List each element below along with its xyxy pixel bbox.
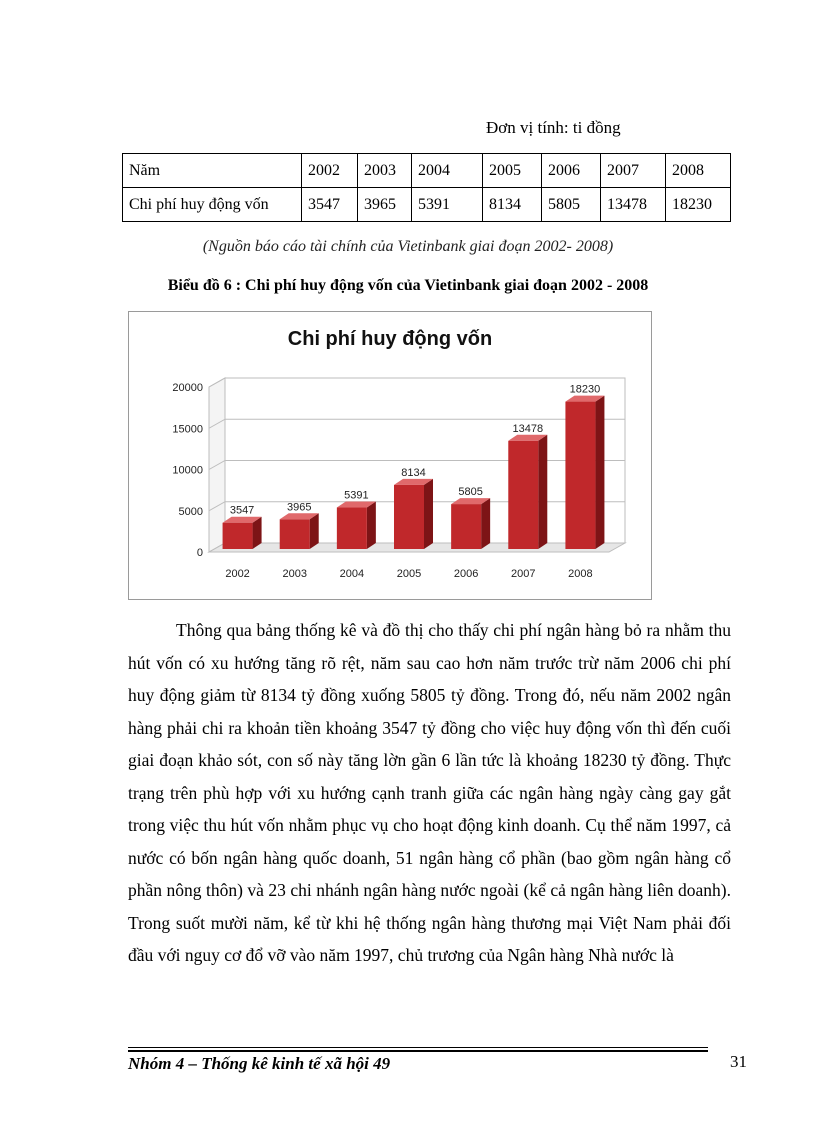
cost-table xyxy=(122,153,731,222)
page-number: 31 xyxy=(730,1052,747,1071)
bar-side xyxy=(367,502,376,549)
y-tick-label: 10000 xyxy=(172,464,203,477)
table-row xyxy=(123,154,731,188)
table-cell: Chi phí huy động vốn xyxy=(123,188,302,222)
bar-side xyxy=(595,396,604,549)
bar-side xyxy=(424,479,433,549)
data-label: 5805 xyxy=(458,486,483,499)
table-cell: Năm xyxy=(123,154,302,188)
table-cell: 2003 xyxy=(358,154,412,188)
x-tick-label: 2002 xyxy=(225,568,250,580)
bar xyxy=(451,504,481,549)
bar-side xyxy=(538,435,547,549)
chart-canvas xyxy=(129,312,651,599)
paragraph-text: Thông qua bảng thống kê và đồ thị cho thấy chi phí ngân hàng bỏ ra nhằm thu hút vốn có xu hướng tăng rõ rệt, năm sau cao hơn năm trước trừ năm 2006 chi phí huy động giảm từ 8134 tỷ đồng xuống 5805 tỷ đồng. Trong đó, nếu năm 2002 ngân hàng phải chi ra khoản tiền khoảng 3547 tỷ đồng cho việc huy động vốn thì đến cuối giai đoạn khảo sót, con số này tăng lờn gần 6 lần tức là khoảng 18230 tỷ đồng. Thực trạng trên phù hợp với xu hướng cạnh tranh giữa các ngân hàng ngày càng gay gắt trong việc thu hút vốn nhằm phục vụ cho hoạt động kinh doanh. Cụ thể năm 1997, cả nước có bốn ngân hàng quốc doanh, 51 ngân hàng cổ phần (bao gồm ngân hàng cổ phần nông thôn) và 23 chi nhánh ngân hàng nước ngoài (kể cả ngân hàng liên doanh). Trong suốt mười năm, kể từ khi hệ thống ngân hàng thương mại Việt Nam phải đối đầu với nguy cơ đổ vỡ vào năm 1997, chủ trương của Ngân hàng Nhà nước là xyxy=(128,620,731,965)
table-cell: 5805 xyxy=(542,188,601,222)
table-row xyxy=(123,188,731,222)
bar xyxy=(280,519,310,549)
unit-label: Đơn vị tính: ti đồng xyxy=(486,118,621,137)
data-label: 3965 xyxy=(286,501,312,514)
data-label: 18230 xyxy=(569,383,601,396)
data-label: 3547 xyxy=(229,504,255,517)
y-tick-label: 15000 xyxy=(172,423,203,436)
table-cell: 3965 xyxy=(358,188,412,222)
x-tick-label: 2006 xyxy=(453,568,479,580)
bar xyxy=(508,441,538,549)
table-cell: 2004 xyxy=(412,154,483,188)
bar-chart xyxy=(128,311,652,600)
table-cell: 3547 xyxy=(302,188,358,222)
table-cell: 2007 xyxy=(601,154,666,188)
bar xyxy=(394,485,424,549)
source-note: (Nguồn báo cáo tài chính của Vietinbank giai đoạn 2002- 2008) xyxy=(202,238,614,255)
bar xyxy=(223,523,253,549)
bar-side xyxy=(310,513,319,549)
table-cell: 8134 xyxy=(483,188,542,222)
bar xyxy=(565,402,595,549)
footer-text: Nhóm 4 – Thống kê kinh tế xã hội 49 xyxy=(128,1054,391,1073)
x-tick-label: 2007 xyxy=(511,568,536,580)
x-tick-label: 2003 xyxy=(282,568,307,580)
x-tick-label: 2005 xyxy=(396,568,422,580)
table-cell: 2005 xyxy=(483,154,542,188)
data-label: 8134 xyxy=(401,466,426,479)
x-tick-label: 2004 xyxy=(339,568,365,580)
y-tick-label: 20000 xyxy=(172,382,203,394)
body-paragraph xyxy=(128,614,731,972)
bar xyxy=(337,508,367,549)
bar-side xyxy=(481,498,490,549)
table-cell: 13478 xyxy=(601,188,666,222)
x-tick-label: 2008 xyxy=(568,568,593,580)
table-cell: 2006 xyxy=(542,154,601,188)
table-cell: 2002 xyxy=(302,154,358,188)
footer-rule xyxy=(128,1050,708,1052)
y-tick-label: 5000 xyxy=(178,505,203,518)
data-label: 5391 xyxy=(344,489,369,502)
y-tick-label: 0 xyxy=(196,547,203,559)
table-cell: 2008 xyxy=(666,154,731,188)
figure-caption: Biểu đồ 6 : Chi phí huy động vốn của Vietinbank giai đoạn 2002 - 2008 xyxy=(167,277,649,294)
data-label: 13478 xyxy=(512,422,544,435)
table-cell: 5391 xyxy=(412,188,483,222)
footer-rule xyxy=(128,1047,708,1048)
table-cell: 18230 xyxy=(666,188,731,222)
chart-title: Chi phí huy động vốn xyxy=(287,328,493,350)
